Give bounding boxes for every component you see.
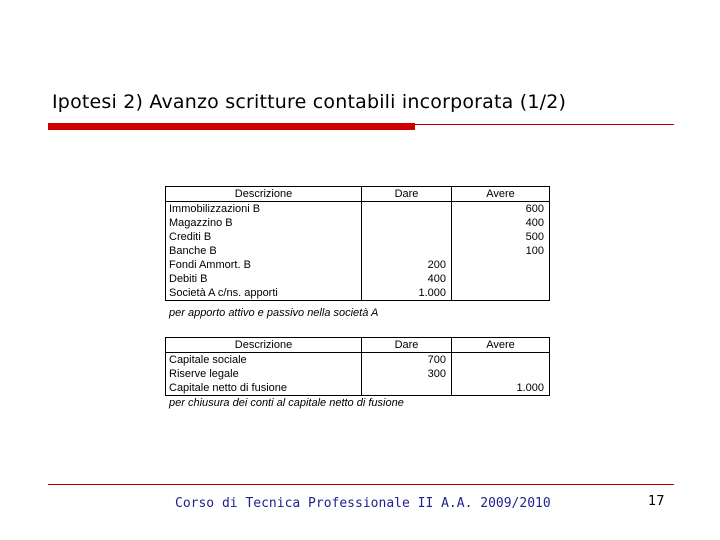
row-avere (452, 353, 550, 368)
row-dare: 200 (362, 258, 452, 272)
row-dare: 400 (362, 272, 452, 286)
row-description: Società A c/ns. apporti (166, 286, 362, 301)
row-description: Capitale sociale (166, 353, 362, 368)
row-description: Riserve legale (166, 367, 362, 381)
entry-1-note: per apporto attivo e passivo nella società A (169, 307, 379, 319)
table-row (166, 381, 550, 396)
table-row (166, 230, 550, 244)
row-avere: 1.000 (452, 381, 550, 396)
row-avere: 100 (452, 244, 550, 258)
row-description: Fondi Ammort. B (166, 258, 362, 272)
header-descrizione: Descrizione (166, 187, 362, 202)
header-descrizione: Descrizione (166, 338, 362, 353)
row-avere (452, 286, 550, 301)
table-row (166, 244, 550, 258)
slide-title: Ipotesi 2) Avanzo scritture contabili incorporata (1/2) (52, 91, 567, 113)
entry-2-note: per chiusura dei conti al capitale netto di fusione (169, 397, 404, 409)
row-description: Capitale netto di fusione (166, 381, 362, 396)
footer-rule (48, 484, 674, 485)
table-row (166, 367, 550, 381)
table-header-row (166, 338, 550, 353)
table-row (166, 286, 550, 301)
row-dare: 300 (362, 367, 452, 381)
row-avere (452, 272, 550, 286)
row-description: Crediti B (166, 230, 362, 244)
row-dare (362, 244, 452, 258)
table-row (166, 353, 550, 368)
table-row (166, 216, 550, 230)
row-avere (452, 367, 550, 381)
row-dare: 1.000 (362, 286, 452, 301)
row-dare: 700 (362, 353, 452, 368)
journal-entry-1-table (165, 186, 550, 301)
journal-entry-2-table (165, 337, 550, 396)
table-row (166, 202, 550, 217)
footer-course-text: Corso di Tecnica Professionale II A.A. 2009/2010 (175, 496, 551, 511)
page-number: 17 (648, 494, 665, 509)
header-avere: Avere (452, 338, 550, 353)
row-avere: 500 (452, 230, 550, 244)
header-dare: Dare (362, 338, 452, 353)
row-dare (362, 230, 452, 244)
row-avere (452, 258, 550, 272)
row-description: Debiti B (166, 272, 362, 286)
table-row (166, 272, 550, 286)
header-avere: Avere (452, 187, 550, 202)
table-row (166, 258, 550, 272)
row-avere: 600 (452, 202, 550, 217)
header-dare: Dare (362, 187, 452, 202)
row-dare (362, 202, 452, 217)
row-description: Banche B (166, 244, 362, 258)
table-header-row (166, 187, 550, 202)
row-avere: 400 (452, 216, 550, 230)
row-dare (362, 216, 452, 230)
row-dare (362, 381, 452, 396)
row-description: Immobilizzazioni B (166, 202, 362, 217)
row-description: Magazzino B (166, 216, 362, 230)
title-accent-bar (48, 123, 415, 130)
